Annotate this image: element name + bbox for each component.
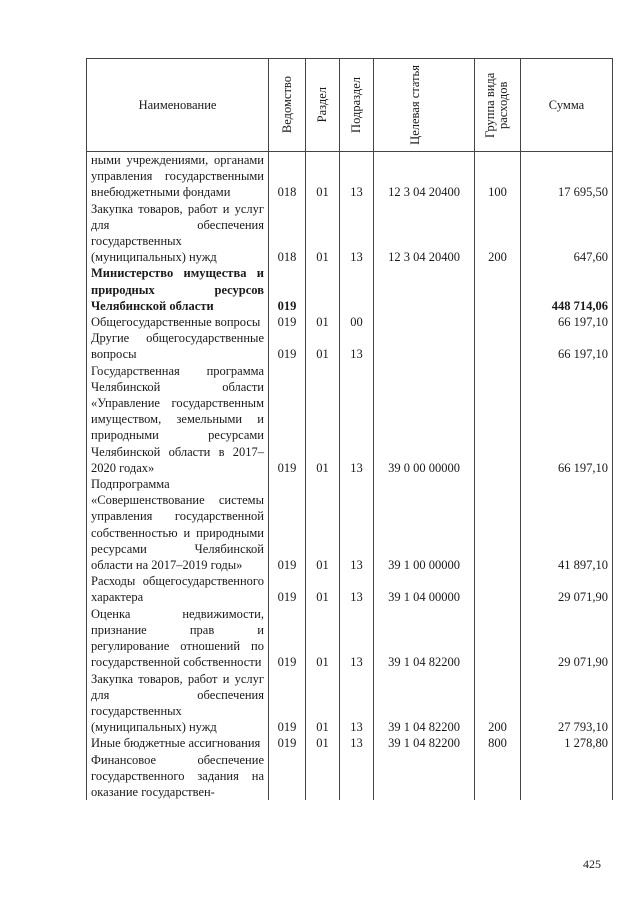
- cell-group: [475, 606, 521, 671]
- cell-target: 39 1 04 82200: [374, 735, 475, 751]
- table-row: [87, 314, 613, 330]
- cell-target: 12 3 04 20400: [374, 201, 475, 266]
- cell-subsection: 13: [340, 735, 374, 751]
- cell-target: [374, 752, 475, 801]
- header-group: Группа вида расходов: [475, 59, 521, 152]
- cell-group: [475, 363, 521, 476]
- cell-subsection: 13: [340, 606, 374, 671]
- cell-section: 01: [306, 363, 340, 476]
- cell-subsection: 13: [340, 152, 374, 201]
- cell-name: Закупка товаров, работ и услуг для обеспечения государственных (муниципальных) нужд: [87, 201, 269, 266]
- cell-section: [306, 752, 340, 801]
- cell-sum: [521, 752, 613, 801]
- cell-dept: 019: [269, 671, 306, 736]
- table-row: [87, 671, 613, 736]
- cell-subsection: 13: [340, 573, 374, 605]
- table-row: [87, 265, 613, 314]
- cell-group: 200: [475, 201, 521, 266]
- cell-name: Общегосударственные вопросы: [87, 314, 269, 330]
- budget-table: [86, 58, 613, 800]
- cell-name: Государственная программа Челябинской области «Управление государственным имуществом, земельными и природными ресурсами Челябинской области в 2017–2020 годах»: [87, 363, 269, 476]
- cell-sum: 448 714,06: [521, 265, 613, 314]
- cell-sum: 27 793,10: [521, 671, 613, 736]
- cell-subsection: 13: [340, 476, 374, 573]
- cell-group: 100: [475, 152, 521, 201]
- cell-sum: 1 278,80: [521, 735, 613, 751]
- cell-subsection: 13: [340, 671, 374, 736]
- cell-name: Оценка недвижимости, признание прав и регулирование отношений по государственной собственности: [87, 606, 269, 671]
- cell-group: [475, 752, 521, 801]
- cell-sum: 29 071,90: [521, 573, 613, 605]
- header-name: Наименование: [87, 59, 269, 152]
- cell-dept: 019: [269, 363, 306, 476]
- cell-name: Министерство имущества и природных ресурсов Челябинской области: [87, 265, 269, 314]
- cell-sum: 66 197,10: [521, 363, 613, 476]
- cell-subsection: [340, 752, 374, 801]
- header-dept: Ведомство: [269, 59, 306, 152]
- cell-sum: 66 197,10: [521, 330, 613, 362]
- cell-dept: 019: [269, 314, 306, 330]
- cell-sum: 647,60: [521, 201, 613, 266]
- cell-sum: 17 695,50: [521, 152, 613, 201]
- cell-group: 800: [475, 735, 521, 751]
- cell-name: Расходы общегосударственного характера: [87, 573, 269, 605]
- cell-dept: 019: [269, 265, 306, 314]
- cell-dept: [269, 752, 306, 801]
- cell-section: 01: [306, 573, 340, 605]
- cell-dept: 019: [269, 476, 306, 573]
- cell-subsection: 00: [340, 314, 374, 330]
- cell-section: 01: [306, 671, 340, 736]
- cell-target: [374, 314, 475, 330]
- cell-section: 01: [306, 330, 340, 362]
- cell-subsection: 13: [340, 363, 374, 476]
- cell-sum: 66 197,10: [521, 314, 613, 330]
- cell-dept: 019: [269, 330, 306, 362]
- cell-section: 01: [306, 476, 340, 573]
- cell-section: 01: [306, 152, 340, 201]
- cell-group: [475, 265, 521, 314]
- cell-group: [475, 330, 521, 362]
- header-section: Раздел: [306, 59, 340, 152]
- cell-target: [374, 265, 475, 314]
- table-row: [87, 606, 613, 671]
- table-row: [87, 573, 613, 605]
- cell-target: 39 1 04 00000: [374, 573, 475, 605]
- cell-name: ными учреждениями, органами управления государственными внебюджетными фондами: [87, 152, 269, 201]
- table-row: [87, 752, 613, 801]
- cell-section: 01: [306, 735, 340, 751]
- cell-name: Другие общегосударственные вопросы: [87, 330, 269, 362]
- cell-name: Иные бюджетные ассигнования: [87, 735, 269, 751]
- cell-name: Закупка товаров, работ и услуг для обеспечения государственных (муниципальных) нужд: [87, 671, 269, 736]
- cell-section: [306, 265, 340, 314]
- table-body: [87, 152, 613, 801]
- table-row: [87, 201, 613, 266]
- table-header-row: [87, 59, 613, 152]
- cell-name: Подпрограмма «Совершенствование системы управления государственной собственностью и природными ресурсами Челябинской области на 2017–2019 годы»: [87, 476, 269, 573]
- cell-name: Финансовое обеспечение государственного задания на оказание государствен-: [87, 752, 269, 801]
- cell-group: [475, 476, 521, 573]
- cell-dept: 018: [269, 152, 306, 201]
- page-number: 425: [583, 857, 601, 871]
- cell-dept: 019: [269, 573, 306, 605]
- header-target: Целевая статья: [374, 59, 475, 152]
- cell-target: 39 1 04 82200: [374, 606, 475, 671]
- cell-group: [475, 314, 521, 330]
- cell-dept: 019: [269, 606, 306, 671]
- cell-subsection: 13: [340, 330, 374, 362]
- header-sum: Сумма: [521, 59, 613, 152]
- cell-dept: 018: [269, 201, 306, 266]
- cell-section: 01: [306, 314, 340, 330]
- cell-section: 01: [306, 201, 340, 266]
- cell-target: 12 3 04 20400: [374, 152, 475, 201]
- table-row: [87, 330, 613, 362]
- cell-group: 200: [475, 671, 521, 736]
- cell-target: 39 0 00 00000: [374, 363, 475, 476]
- cell-dept: 019: [269, 735, 306, 751]
- cell-target: 39 1 04 82200: [374, 671, 475, 736]
- cell-target: 39 1 00 00000: [374, 476, 475, 573]
- table-row: [87, 152, 613, 201]
- table-row: [87, 476, 613, 573]
- cell-subsection: 13: [340, 201, 374, 266]
- cell-sum: 29 071,90: [521, 606, 613, 671]
- table-row: [87, 735, 613, 751]
- cell-target: [374, 330, 475, 362]
- cell-section: 01: [306, 606, 340, 671]
- cell-group: [475, 573, 521, 605]
- cell-sum: 41 897,10: [521, 476, 613, 573]
- table-row: [87, 363, 613, 476]
- header-subsection: Подраздел: [340, 59, 374, 152]
- cell-subsection: [340, 265, 374, 314]
